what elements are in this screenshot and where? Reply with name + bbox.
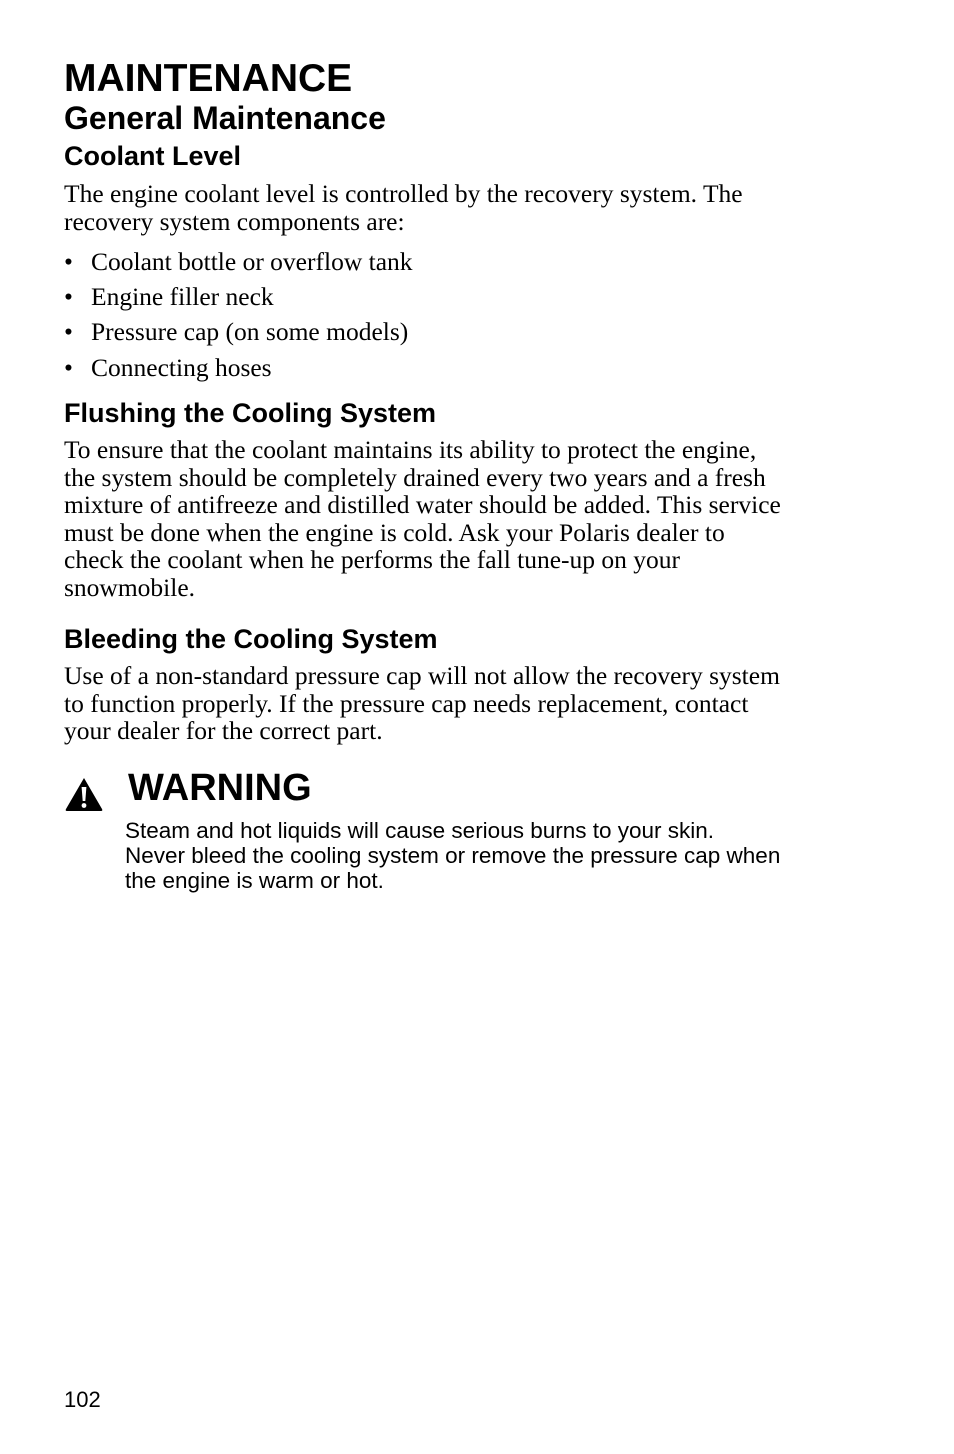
list-item: • Pressure cap (on some models) [64, 317, 409, 347]
flushing-heading: Flushing the Cooling System [64, 398, 437, 428]
page-number: 102 [64, 1387, 101, 1412]
coolant-components-list [64, 244, 413, 385]
warning-text [125, 818, 780, 893]
warning-title: WARNING [128, 767, 312, 809]
list-item: • Coolant bottle or overflow tank [64, 247, 413, 276]
list-item: • Connecting hoses [64, 352, 272, 382]
warning-triangle-icon [64, 776, 104, 812]
paragraph-line: snowmobile. [64, 572, 196, 602]
list-item-text: Connecting hoses [91, 352, 272, 382]
bleeding-heading: Bleeding the Cooling System [64, 624, 438, 654]
list-item-text: Engine filler neck [91, 282, 274, 312]
section-title: General Maintenance [64, 100, 386, 136]
paragraph-line: To ensure that the coolant maintains its ability to protect the engine, [64, 435, 757, 464]
flushing-paragraph [64, 436, 864, 602]
paragraph-line: recovery system components are: [64, 206, 405, 236]
paragraph-line: check the coolant when he performs the fall tune-up on your [64, 545, 681, 575]
warning-line: the engine is warm or hot. [125, 868, 384, 893]
list-item-text: Coolant bottle or overflow tank [91, 247, 413, 276]
warning-line: Steam and hot liquids will cause serious burns to your skin. [125, 818, 715, 843]
paragraph-line: must be done when the engine is cold. Ask your Polaris dealer to [64, 517, 725, 547]
coolant-level-paragraph [64, 180, 864, 235]
coolant-level-heading: Coolant Level [64, 141, 242, 171]
paragraph-line: the system should be completely drained every two years and a fresh [64, 462, 766, 492]
paragraph-line: to function properly. If the pressure cap needs replacement, contact [64, 688, 749, 718]
list-item: • Engine filler neck [64, 282, 274, 312]
paragraph-line: mixture of antifreeze and distilled water should be added. This service [64, 490, 781, 520]
paragraph-line: Use of a non-standard pressure cap will not allow the recovery system [64, 661, 780, 690]
list-item-text: Pressure cap (on some models) [91, 317, 409, 347]
bleeding-paragraph [64, 662, 864, 745]
chapter-title: MAINTENANCE [64, 57, 353, 100]
warning-line: Never bleed the cooling system or remove the pressure cap when [125, 843, 781, 868]
paragraph-line: The engine coolant level is controlled by the recovery system. The [64, 179, 743, 208]
paragraph-line: your dealer for the correct part. [64, 716, 383, 746]
